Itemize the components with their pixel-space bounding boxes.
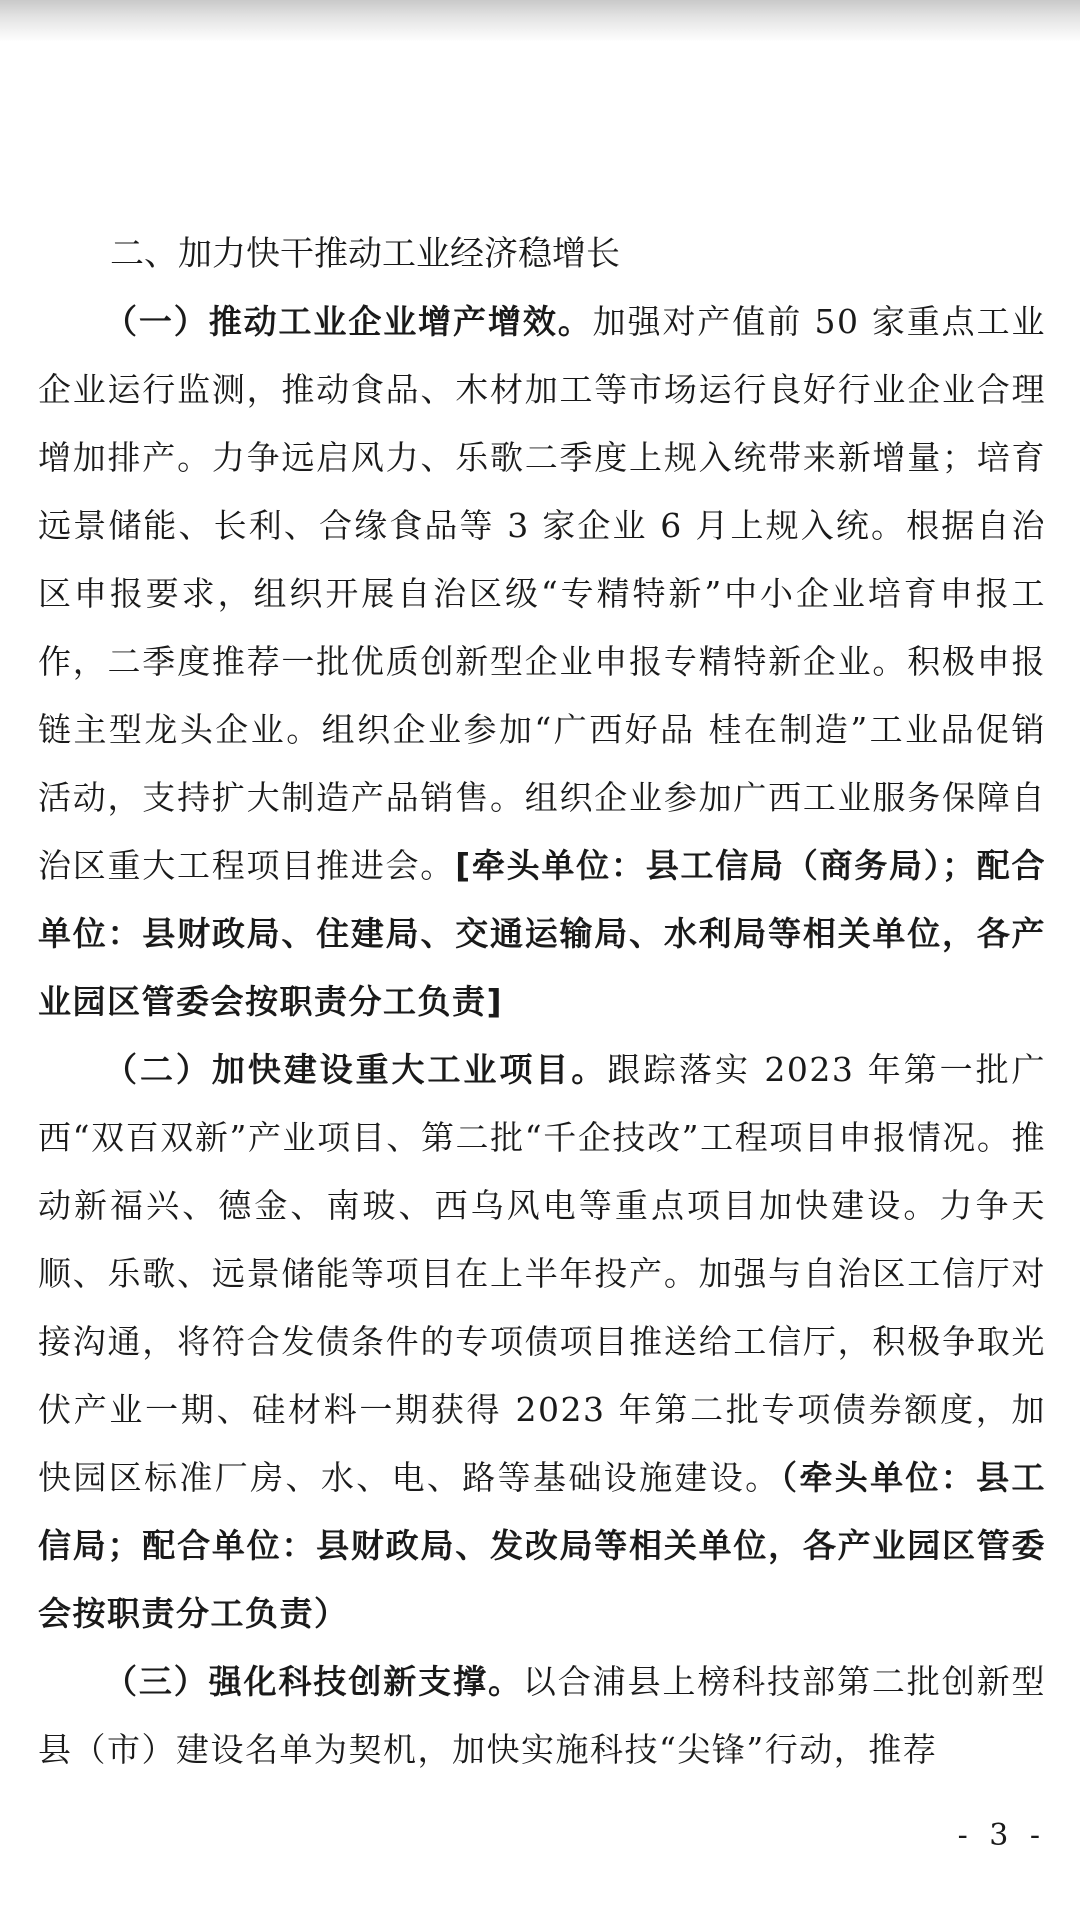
paragraph-2-body: 跟踪落实 2023 年第一批广西“双百双新”产业项目、第二批“千企技改”工程项目申报情况。推动新福兴、德金、南玻、西乌风电等重点项目加快建设。力争天顺、乐歌、远景储能等项目在上半年投产。加强与自治区工信厅对接沟通，将符合发债条件的专项债项目推送给工信厅，积极争取光伏产业一期、硅材料一期获得 2023 年第二批专项债券额度，加快园区标准厂房、水、电、路等基础设施建设。: [38, 1050, 1047, 1497]
paragraph-2-units: （牵头单位：县工信局；配合单位：县财政局、发改局等相关单位，各产业园区管委会按职责分工负责）: [38, 1458, 1047, 1633]
paragraph-1-body: 加强对产值前 50 家重点工业企业运行监测，推动食品、木材加工等市场运行良好行业企业合理增加排产。力争远启风力、乐歌二季度上规入统带来新增量；培育远景储能、长利、合缘食品等 3 家企业 6 月上规入统。根据自治区申报要求，组织开展自治区级“专精特新”中小企业培育申报工作，二季度推荐一批优质创新型企业申报专精特新企业。积极申报链主型龙头企业。组织企业参加“广西好品 桂在制造”工业品促销活动，支持扩大制造产品销售。组织企业参加广西工业服务保障自治区重大工程项目推进会。: [38, 302, 1046, 885]
paragraph-3: [38, 1648, 1046, 1784]
paragraph-3-body: 以合浦县上榜科技部第二批创新型县（市）建设名单为契机，加快实施科技“尖锋”行动，推荐: [38, 1662, 1047, 1769]
page-number: - 3 -: [957, 1818, 1046, 1853]
paragraph-1-lead: （一）推动工业企业增产增效。: [104, 302, 593, 341]
paragraph-2-lead: （二）加快建设重大工业项目。: [104, 1050, 608, 1089]
top-edge-shadow: [0, 0, 1080, 42]
section-heading: 二、加力快干推动工业经济稳增长: [110, 234, 620, 274]
paragraph-2: [38, 1036, 1046, 1648]
paragraph-1-units: [牵头单位：县工信局（商务局）；配合单位：县财政局、住建局、交通运输局、水利局等相关单位，各产业园区管委会按职责分工负责]: [38, 846, 1047, 1021]
paragraph-3-lead: （三）强化科技创新支撑。: [104, 1662, 523, 1701]
document-body: [38, 220, 1046, 1784]
paragraph-1: [38, 288, 1046, 1036]
